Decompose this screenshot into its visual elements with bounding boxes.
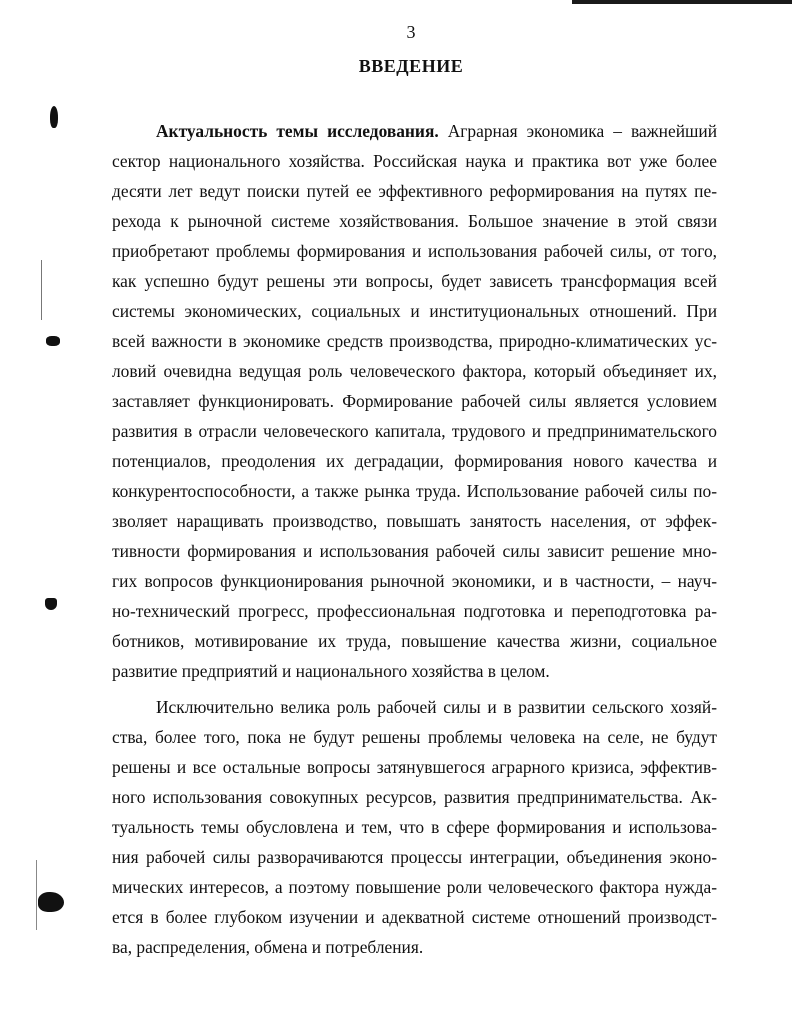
- paragraph-line: системы экономических, социальных и институциональных отношений. При: [112, 301, 717, 321]
- paragraph-line: заставляет функционировать. Формирование рабочей силы является условием: [112, 391, 717, 411]
- paragraph-line: ется в более глубоком изучении и адекватной системе отношений производст-: [112, 907, 717, 927]
- paragraph-line: развитие предприятий и национального хозяйства в целом.: [112, 661, 550, 681]
- scan-artifact-mark: [38, 892, 64, 912]
- scan-artifact-mark: [46, 336, 60, 346]
- paragraph-line: ства, более того, пока не будут решены проблемы человека на селе, не будут: [112, 727, 717, 747]
- scan-top-border: [572, 0, 792, 4]
- scan-artifact-mark: [45, 598, 57, 610]
- paragraph-line: ботников, мотивирование их труда, повышение качества жизни, социальное: [112, 631, 717, 651]
- paragraph-line: ловий очевидна ведущая роль человеческого фактора, который объединяет их,: [112, 361, 717, 381]
- page-number: 3: [406, 22, 416, 42]
- paragraph-line: мических интересов, а поэтому повышение роли человеческого фактора нужда-: [112, 877, 717, 897]
- paragraph-line: всей важности в экономике средств производства, природно-климатических ус-: [112, 331, 717, 351]
- paragraph-line: ва, распределения, обмена и потребления.: [112, 937, 424, 957]
- paragraph-line: но-технический прогресс, профессиональная подготовка и переподготовка ра-: [112, 601, 717, 621]
- paragraph-line: решены и все остальные вопросы затянувшегося аграрного кризиса, эффектив-: [112, 757, 717, 777]
- scan-artifact-mark: [41, 260, 42, 320]
- paragraph-line: как успешно будут решены эти вопросы, будет зависеть трансформация всей: [112, 271, 717, 291]
- paragraph-line: развития в отрасли человеческого капитала, трудового и предпринимательского: [112, 421, 717, 441]
- scan-artifact-mark: [36, 860, 37, 930]
- paragraph-line: десяти лет ведут поиски путей ее эффективного реформирования на путях пе-: [112, 181, 717, 201]
- paragraph-line: потенциалов, преодоления их деградации, формирования нового качества и: [112, 451, 717, 471]
- paragraph-line: конкурентоспособности, а также рынка труда. Использование рабочей силы по-: [112, 481, 717, 501]
- paragraph-line: рехода к рыночной системе хозяйствования. Большое значение в этой связи: [112, 211, 717, 231]
- paragraph-line: тивности формирования и использования рабочей силы зависит решение мно-: [112, 541, 717, 561]
- section-heading: ВВЕДЕНИЕ: [358, 56, 464, 76]
- paragraph-line: туальность темы обусловлена и тем, что в сфере формирования и использова-: [112, 817, 717, 837]
- paragraph-line: ного использования совокупных ресурсов, развития предпринимательства. Ак-: [112, 787, 717, 807]
- paragraph-line: Актуальность темы исследования. Аграрная экономика – важнейший: [156, 121, 718, 141]
- paragraph-line: Исключительно велика роль рабочей силы и в развитии сельского хозяй-: [156, 697, 717, 717]
- scan-artifact-mark: [50, 106, 58, 128]
- paragraph-line: зволяет наращивать производство, повышать занятость населения, от эффек-: [112, 511, 717, 531]
- paragraph-line: сектор национального хозяйства. Российская наука и практика вот уже более: [112, 151, 717, 171]
- lead-phrase: Актуальность темы исследования.: [156, 121, 439, 141]
- paragraph-line: гих вопросов функционирования рыночной экономики, и в частности, – науч-: [112, 571, 717, 591]
- paragraph-line: приобретают проблемы формирования и использования рабочей силы, от того,: [112, 241, 717, 261]
- paragraph-line: ния рабочей силы разворачиваются процессы интеграции, объединения эконо-: [112, 847, 717, 867]
